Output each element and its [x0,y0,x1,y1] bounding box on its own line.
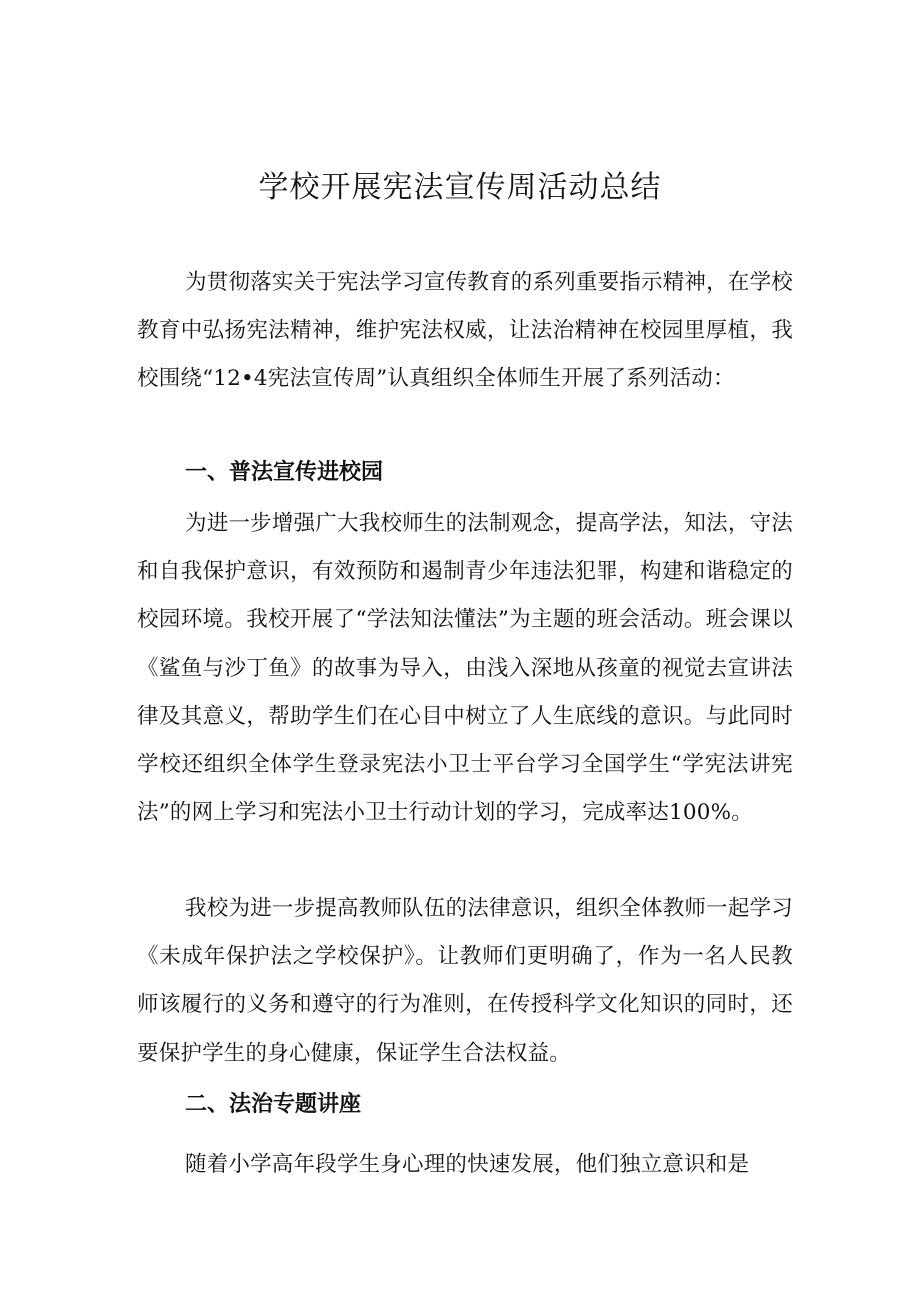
section1-paragraph-1 [137,500,793,837]
section-heading-2: 二、法治专题讲座 [185,1092,362,1117]
section1-paragraph-1-text: 为进一步增强广大我校师生的法制观念，提高学法，知法，守法和自我保护意识，有效预防和遏制青少年违法犯罪，构建和谐稳定的校园环境。我校开展了“学法知法懂法”为主题的班会活动。班会课以《鲨鱼与沙丁鱼》的故事为导入，由浅入深地从孩童的视觉去宣讲法律及其意义，帮助学生们在心目中树立了人生底线的意识。与此同时学校还组织全体学生登录宪法小卫士平台学习全国学生“学宪法讲宪法”的网上学习和宪法小卫士行动计划的学习，完成率达100%。 [137,511,793,826]
section1-paragraph-2 [137,885,793,1078]
section-heading-1: 一、普法宣传进校园 [185,460,384,485]
intro-paragraph-text: 为贯彻落实关于宪法学习宣传教育的系列重要指示精神，在学校教育中弘扬宪法精神，维护宪法权威，让法治精神在校园里厚植，我校围绕“12•4宪法宣传周”认真组织全体师生开展了系列活动： [137,270,793,392]
section1-paragraph-2-text: 我校为进一步提高教师队伍的法律意识，组织全体教师一起学习《未成年保护法之学校保护》。让教师们更明确了，作为一名人民教师该履行的义务和遵守的行为准则，在传授科学文化知识的同时，还要保护学生的身心健康，保证学生合法权益。 [137,896,793,1066]
intro-paragraph [137,259,793,404]
section2-paragraph-1 [137,1141,793,1189]
document-title: 学校开展宪法宣传周活动总结 [258,170,662,205]
section2-paragraph-1-text: 随着小学高年段学生身心理的快速发展，他们独立意识和是 [185,1152,750,1177]
